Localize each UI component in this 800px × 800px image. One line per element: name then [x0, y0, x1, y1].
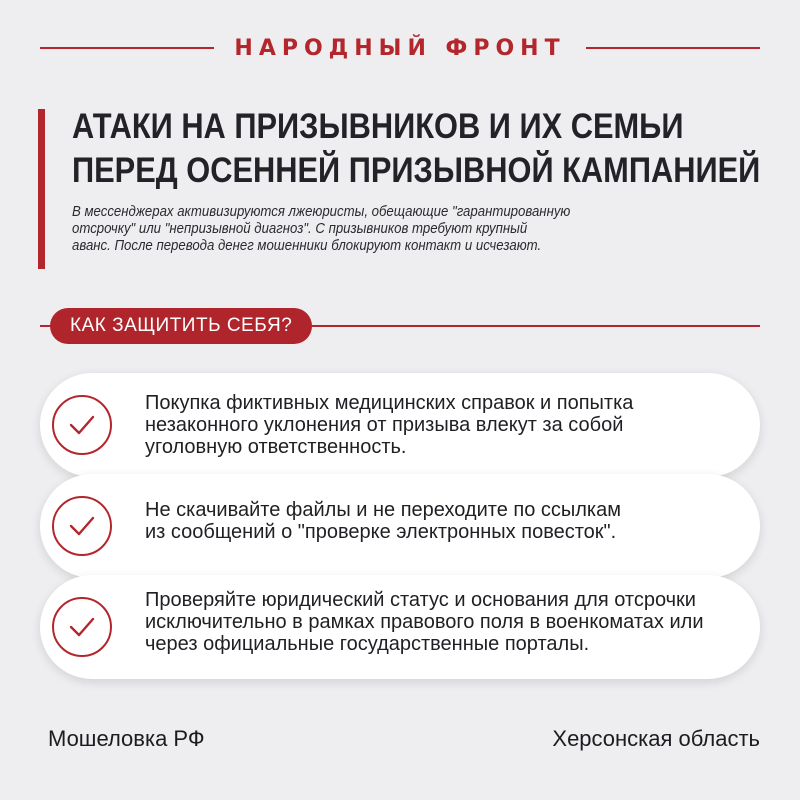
title-line: АТАКИ НА ПРИЗЫВНИКОВ И ИХ СЕМЬИ: [72, 107, 684, 146]
subtitle-line: В мессенджерах активизируются лжеюристы, обещающие "гарантированную: [72, 203, 571, 220]
title-line: ПЕРЕД ОСЕННЕЙ ПРИЗЫВНОЙ КАМПАНИЕЙ: [72, 151, 761, 190]
tip-line: Не скачивайте файлы и не переходите по ссылкам: [145, 499, 621, 521]
title-block: [38, 105, 768, 269]
section-header: [40, 305, 760, 347]
tip-line: незаконного уклонения от призыва влекут за собой: [145, 414, 624, 436]
tip-line: через официальные государственные порталы.: [145, 633, 590, 655]
brand-title: НАРОДНЫЙ ФРОНТ: [234, 35, 566, 61]
footer-source: Мошеловка РФ: [48, 726, 205, 751]
tip-card-3: [40, 575, 760, 679]
tip-line: уголовную ответственность.: [145, 436, 407, 458]
header: [40, 30, 760, 66]
page-title: [72, 105, 761, 193]
tip-card-2: [40, 474, 760, 578]
footer-region: Херсонская область: [552, 726, 760, 751]
tip-line: из сообщений о "проверке электронных повесток".: [145, 521, 617, 543]
header-line-right: [586, 47, 760, 49]
section-label: КАК ЗАЩИТИТЬ СЕБЯ?: [50, 308, 312, 344]
tip-text: [145, 499, 745, 543]
tip-line: Покупка фиктивных медицинских справок и попытка: [145, 392, 634, 414]
subtitle-line: отсрочку" или "непризывной диагноз". С призывников требуют крупный: [72, 220, 528, 237]
title-accent-bar: [38, 109, 45, 269]
page-subtitle: [72, 203, 741, 254]
check-icon: [52, 496, 112, 556]
tip-line: исключительно в рамках правового поля в военкоматах или: [145, 611, 704, 633]
tip-line: Проверяйте юридический статус и основания для отсрочки: [145, 589, 696, 611]
tip-text: [145, 589, 755, 655]
tip-text: [145, 392, 745, 458]
check-icon: [52, 597, 112, 657]
subtitle-line: аванс. После перевода денег мошенники блокируют контакт и исчезают.: [72, 237, 542, 254]
tip-card-1: [40, 373, 760, 477]
header-line-left: [40, 47, 214, 49]
check-icon: [52, 395, 112, 455]
